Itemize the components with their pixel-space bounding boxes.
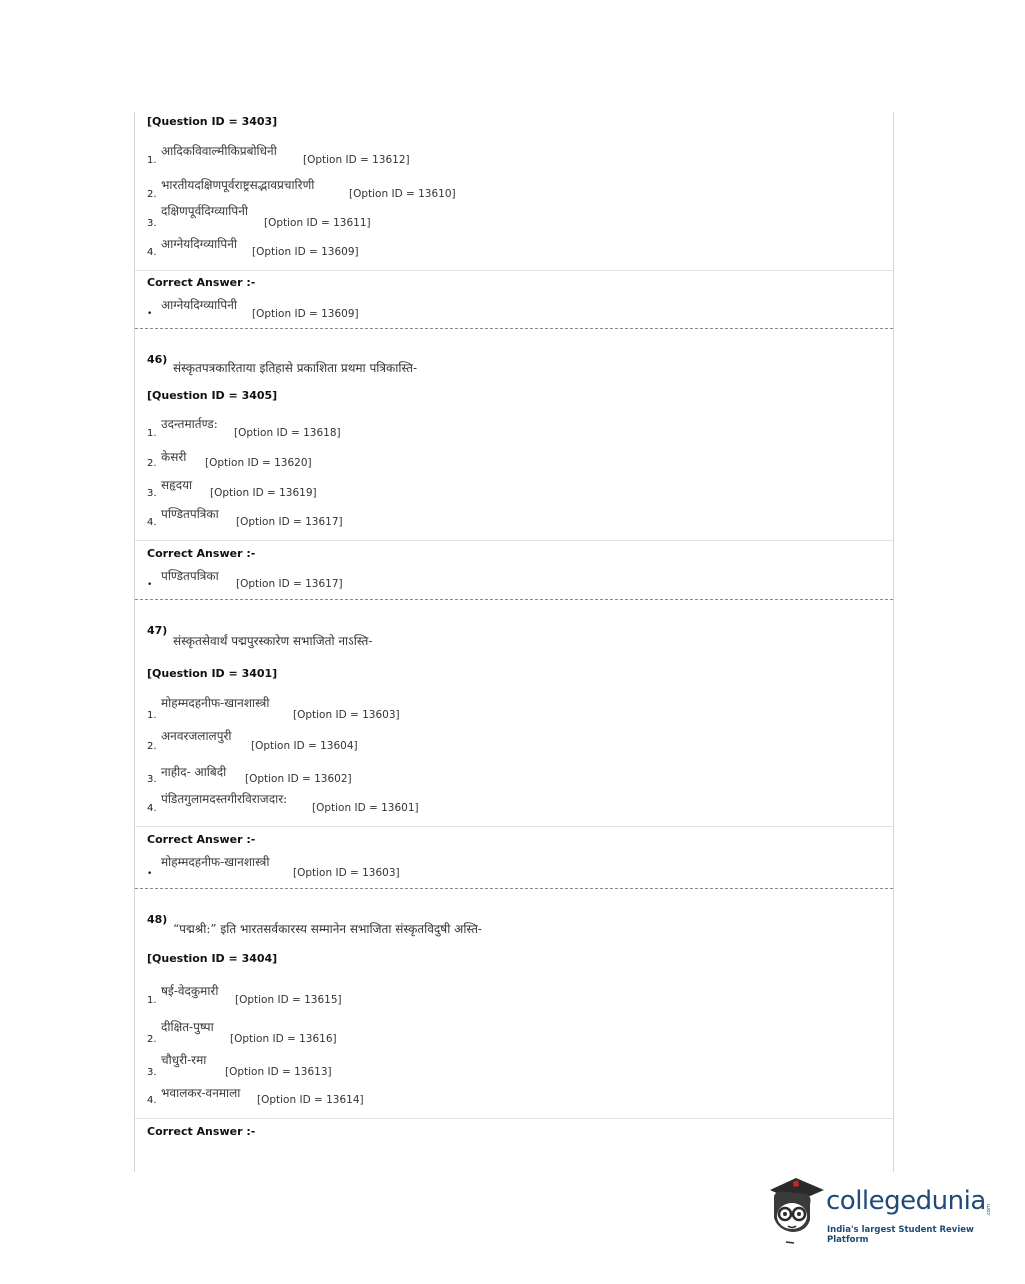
option-text: चौधुरी-रमा bbox=[161, 1053, 207, 1067]
option-text: षई-वेदकुमारी bbox=[161, 984, 219, 998]
option-number: 4. bbox=[147, 247, 157, 258]
correct-option-id: [Option ID = 13617] bbox=[236, 578, 343, 590]
correct-option-id: [Option ID = 13609] bbox=[252, 308, 359, 320]
option-number: 1. bbox=[147, 995, 157, 1006]
option-number: 2. bbox=[147, 1034, 157, 1045]
option-id: [Option ID = 13612] bbox=[303, 154, 410, 166]
option-text: पंडितगुलामदस्तगीरविराजदार: bbox=[161, 792, 288, 806]
option-text: मोहम्मदहनीफ-खानशास्त्री bbox=[161, 696, 270, 710]
option-id: [Option ID = 13616] bbox=[230, 1033, 337, 1045]
option-id: [Option ID = 13602] bbox=[245, 773, 352, 785]
option-number: 2. bbox=[147, 741, 157, 752]
option-id: [Option ID = 13603] bbox=[293, 709, 400, 721]
correct-answer-label: Correct Answer :- bbox=[147, 1125, 256, 1138]
option-id: [Option ID = 13604] bbox=[251, 740, 358, 752]
brand-domain: .com bbox=[986, 1204, 992, 1217]
bullet: • bbox=[147, 309, 153, 319]
option-text: पण्डितपत्रिका bbox=[161, 507, 219, 521]
option-id: [Option ID = 13609] bbox=[252, 246, 359, 258]
correct-option-text: पण्डितपत्रिका bbox=[161, 569, 219, 583]
option-number: 3. bbox=[147, 218, 157, 229]
option-id: [Option ID = 13613] bbox=[225, 1066, 332, 1078]
question-number: 46) bbox=[147, 353, 168, 366]
bullet: • bbox=[147, 869, 153, 879]
option-text: उदन्तमार्तण्ड: bbox=[161, 417, 218, 431]
option-number: 2. bbox=[147, 189, 157, 200]
option-text: दक्षिणपूर्वदिग्व्यापिनी bbox=[161, 204, 248, 218]
option-text: भवालकर-वनमाला bbox=[161, 1086, 241, 1100]
option-id: [Option ID = 13614] bbox=[257, 1094, 364, 1106]
question-divider bbox=[135, 328, 893, 329]
option-number: 1. bbox=[147, 428, 157, 439]
option-text: आदिकविवाल्मीकिप्रबोधिनी bbox=[161, 144, 277, 158]
separator bbox=[135, 270, 893, 271]
option-id: [Option ID = 13619] bbox=[210, 487, 317, 499]
document-page bbox=[134, 112, 894, 1172]
option-id: [Option ID = 13615] bbox=[235, 994, 342, 1006]
option-number: 4. bbox=[147, 1095, 157, 1106]
option-id: [Option ID = 13620] bbox=[205, 457, 312, 469]
option-id: [Option ID = 13601] bbox=[312, 802, 419, 814]
correct-option-text: आग्नेयदिग्व्यापिनी bbox=[161, 298, 237, 312]
bullet: • bbox=[147, 580, 153, 590]
option-id: [Option ID = 13617] bbox=[236, 516, 343, 528]
option-text: आग्नेयदिग्व्यापिनी bbox=[161, 237, 237, 251]
correct-option-id: [Option ID = 13603] bbox=[293, 867, 400, 879]
option-text: केसरी bbox=[161, 450, 187, 464]
option-id: [Option ID = 13618] bbox=[234, 427, 341, 439]
option-number: 2. bbox=[147, 458, 157, 469]
question-text: संस्कृतसेवार्थं पद्मपुरस्कारेण सभाजितो नाऽस्ति- bbox=[173, 634, 373, 648]
option-number: 4. bbox=[147, 517, 157, 528]
question-id: [Question ID = 3403] bbox=[147, 115, 278, 128]
separator bbox=[135, 540, 893, 541]
option-text: नाहीद- आबिदी bbox=[161, 765, 227, 779]
correct-option-text: मोहम्मदहनीफ-खानशास्त्री bbox=[161, 855, 270, 869]
correct-answer-label: Correct Answer :- bbox=[147, 833, 256, 846]
option-text: भारतीयदक्षिणपूर्वराष्ट्रसद्भावप्रचारिणी bbox=[161, 178, 315, 192]
mascot-icon bbox=[766, 1176, 828, 1246]
question-id: [Question ID = 3405] bbox=[147, 389, 278, 402]
question-divider bbox=[135, 599, 893, 600]
correct-answer-label: Correct Answer :- bbox=[147, 276, 256, 289]
question-text: संस्कृतपत्रकारिताया इतिहासे प्रकाशिता प्रथमा पत्रिकास्ति- bbox=[173, 361, 418, 375]
option-number: 4. bbox=[147, 803, 157, 814]
option-text: अनवरजलालपुरी bbox=[161, 729, 232, 743]
option-number: 3. bbox=[147, 774, 157, 785]
option-text: दीक्षित-पुष्पा bbox=[161, 1020, 214, 1034]
collegedunia-logo bbox=[766, 1176, 996, 1246]
question-id: [Question ID = 3401] bbox=[147, 667, 278, 680]
option-number: 1. bbox=[147, 155, 157, 166]
option-text: सहृदया bbox=[161, 478, 193, 492]
option-id: [Option ID = 13610] bbox=[349, 188, 456, 200]
separator bbox=[135, 826, 893, 827]
question-id: [Question ID = 3404] bbox=[147, 952, 278, 965]
option-number: 3. bbox=[147, 488, 157, 499]
correct-answer-label: Correct Answer :- bbox=[147, 547, 256, 560]
question-text: “पद्मश्री:” इति भारतसर्वकारस्य सम्मानेन सभाजिता संस्कृतविदुषी अस्ति- bbox=[173, 922, 482, 936]
separator bbox=[135, 1118, 893, 1119]
brand-name: collegedunia bbox=[826, 1186, 986, 1216]
question-number: 48) bbox=[147, 913, 168, 926]
option-id: [Option ID = 13611] bbox=[264, 217, 371, 229]
option-number: 1. bbox=[147, 710, 157, 721]
option-number: 3. bbox=[147, 1067, 157, 1078]
question-number: 47) bbox=[147, 624, 168, 637]
brand-tagline: India's largest Student Review Platform bbox=[827, 1225, 974, 1245]
question-divider bbox=[135, 888, 893, 889]
